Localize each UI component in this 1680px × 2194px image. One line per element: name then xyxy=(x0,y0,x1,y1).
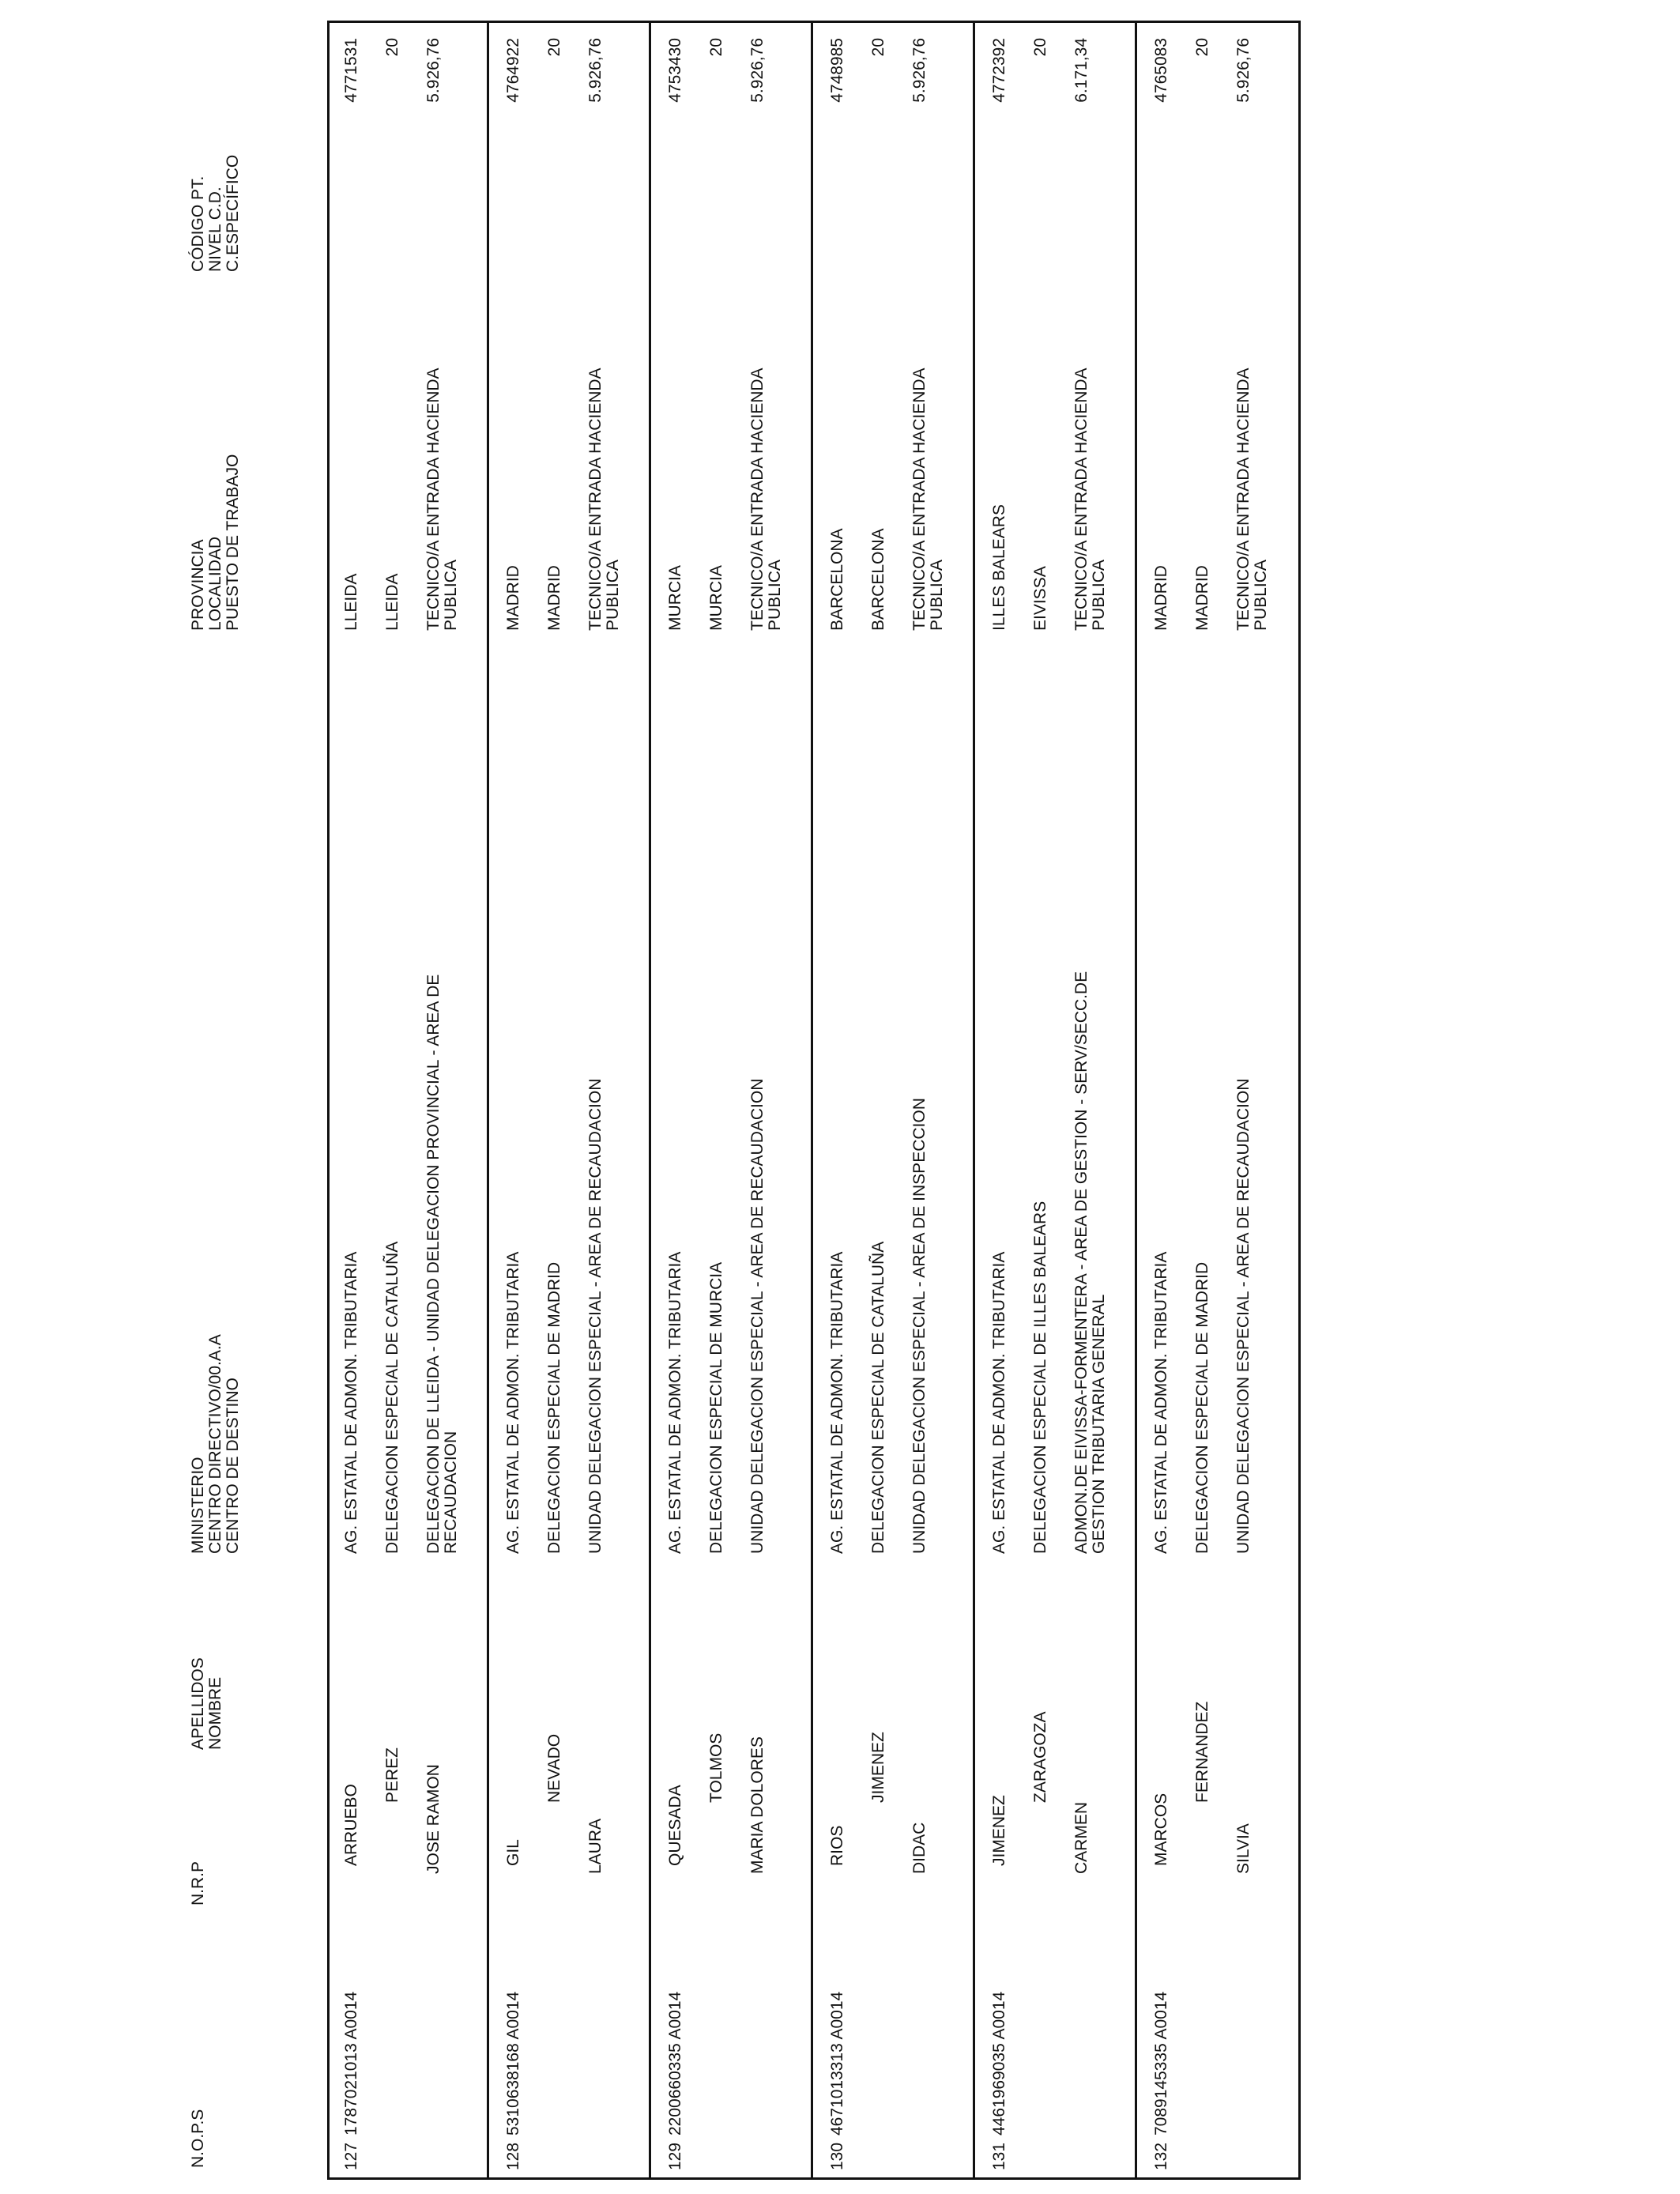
apellido2: NEVADO xyxy=(545,1733,563,1803)
complemento-especifico: 5.926,76 xyxy=(1234,38,1252,103)
puesto-trabajo xyxy=(425,299,460,631)
puesto-line: TECNICO/A ENTRADA HACIENDA xyxy=(424,368,443,631)
complemento-especifico: 6.171,34 xyxy=(1072,38,1090,103)
nombre: JOSE RAMON xyxy=(424,1764,443,1874)
table-row xyxy=(813,0,975,2194)
header-provincia xyxy=(190,454,242,631)
ministerio: AG. ESTATAL DE ADMON. TRIBUTARIA xyxy=(666,1251,684,1554)
header-nops-label: N.O.P.S xyxy=(189,2109,207,2168)
nrp-code: 4461969035 A0014 xyxy=(990,1991,1008,2136)
puesto-line: TECNICO/A ENTRADA HACIENDA xyxy=(586,368,605,631)
ministerio: AG. ESTATAL DE ADMON. TRIBUTARIA xyxy=(1152,1251,1170,1554)
apellido1: RIOS xyxy=(828,1825,846,1866)
centro-destino-line: UNIDAD DELEGACION ESPECIAL - AREA DE RECAUDACION xyxy=(748,1078,767,1554)
nrp-code: 1787021013 A0014 xyxy=(342,1991,360,2136)
puesto-line: PUBLICA xyxy=(766,560,785,631)
ministerio: AG. ESTATAL DE ADMON. TRIBUTARIA xyxy=(828,1251,846,1554)
nrp-code: 2200660335 A0014 xyxy=(666,1991,684,2136)
localidad: LLEIDA xyxy=(383,573,401,631)
complemento-especifico: 5.926,76 xyxy=(910,38,929,103)
nops-number: 130 xyxy=(828,2142,846,2170)
header-apellidos-line: APELLIDOS xyxy=(189,1657,207,1750)
puesto-trabajo xyxy=(587,299,622,631)
codigo-pt: 4765083 xyxy=(1152,38,1170,103)
centro-destino xyxy=(1073,827,1108,1554)
centro-destino xyxy=(749,827,767,1554)
puesto-line: PUBLICA xyxy=(1090,560,1109,631)
codigo-column xyxy=(1137,38,1299,218)
centro-destino xyxy=(587,827,605,1554)
header-ministerio xyxy=(190,1334,242,1554)
centro-directivo: DELEGACION ESPECIAL DE MURCIA xyxy=(707,1261,725,1554)
complemento-especifico: 5.926,76 xyxy=(586,38,605,103)
header-nrp xyxy=(190,1861,207,1906)
header-puesto-line: PUESTO DE TRABAJO xyxy=(224,454,243,631)
apellido1: MARCOS xyxy=(1152,1793,1170,1866)
header-ministerio-line: MINISTERIO xyxy=(189,1457,207,1554)
nrp-code: 5310638168 A0014 xyxy=(504,1991,522,2136)
nops-number: 129 xyxy=(666,2142,684,2170)
puesto-trabajo xyxy=(749,299,784,631)
centro-destino-line: GESTION TRIBUTARIA GENERAL xyxy=(1090,1294,1109,1554)
header-apellidos xyxy=(190,1657,224,1750)
apellido2: TOLMOS xyxy=(707,1732,725,1803)
provincia: MURCIA xyxy=(666,565,684,631)
nombre: DIDAC xyxy=(910,1822,929,1874)
apellido1: ARRUEBO xyxy=(342,1784,360,1866)
header-codigo xyxy=(190,155,242,272)
centro-directivo: DELEGACION ESPECIAL DE ILLES BALEARS xyxy=(1031,1201,1049,1554)
puesto-line: TECNICO/A ENTRADA HACIENDA xyxy=(1234,368,1252,631)
table-row xyxy=(327,0,489,2194)
header-centro-directivo-line: CENTRO DIRECTIVO/00.A.A xyxy=(206,1334,225,1554)
puesto-line: TECNICO/A ENTRADA HACIENDA xyxy=(748,368,767,631)
header-nivel-line: NIVEL C.D. xyxy=(206,187,225,272)
complemento-especifico: 5.926,76 xyxy=(748,38,767,103)
header-especifico-line: C.ESPECÍFICO xyxy=(224,154,243,272)
table-row xyxy=(651,0,813,2194)
provincia: LLEIDA xyxy=(342,573,360,631)
puesto-line: TECNICO/A ENTRADA HACIENDA xyxy=(1072,368,1090,631)
header-codigo-pt-line: CÓDIGO PT. xyxy=(189,175,207,272)
localidad: BARCELONA xyxy=(869,528,887,631)
localidad: MURCIA xyxy=(707,565,725,631)
codigo-column xyxy=(327,38,489,218)
centro-destino-line: ADMON.DE EIVISSA-FORMENTERA - AREA DE GESTION - SERV/SECC.DE xyxy=(1072,971,1090,1554)
localidad: MADRID xyxy=(545,565,563,631)
codigo-column xyxy=(813,38,975,218)
nops-number: 128 xyxy=(504,2142,522,2170)
complemento-especifico: 5.926,76 xyxy=(424,38,443,103)
provincia: MADRID xyxy=(504,565,522,631)
apellido2: ZARAGOZA xyxy=(1031,1711,1049,1803)
ministerio: AG. ESTATAL DE ADMON. TRIBUTARIA xyxy=(504,1251,522,1554)
codigo-column xyxy=(489,38,651,218)
nrp-code: 4671013313 A0014 xyxy=(828,1991,846,2136)
apellido1: GIL xyxy=(504,1839,522,1866)
nivel-cd: 20 xyxy=(1193,38,1211,57)
puesto-line: PUBLICA xyxy=(1252,560,1271,631)
nivel-cd: 20 xyxy=(1031,38,1049,57)
header-nops xyxy=(190,2109,207,2168)
puesto-trabajo xyxy=(1235,299,1270,631)
header-centro-destino-line: CENTRO DE DESTINO xyxy=(224,1378,243,1554)
nops-number: 127 xyxy=(342,2142,360,2170)
localidad: EIVISSA xyxy=(1031,566,1049,631)
centro-directivo: DELEGACION ESPECIAL DE CATALUÑA xyxy=(869,1241,887,1554)
nops-number: 132 xyxy=(1152,2142,1170,2170)
centro-directivo: DELEGACION ESPECIAL DE MADRID xyxy=(1193,1261,1211,1554)
codigo-column xyxy=(651,38,813,218)
apellido1: JIMENEZ xyxy=(990,1795,1008,1866)
puesto-line: PUBLICA xyxy=(928,560,947,631)
nrp-code: 7089145335 A0014 xyxy=(1152,1991,1170,2136)
header-provincia-line: PROVINCIA xyxy=(189,539,207,631)
nombre: LAURA xyxy=(586,1818,605,1874)
codigo-pt: 4753430 xyxy=(666,38,684,103)
nombre: MARIA DOLORES xyxy=(748,1736,767,1874)
header-localidad-line: LOCALIDAD xyxy=(206,536,225,631)
nivel-cd: 20 xyxy=(707,38,725,57)
nivel-cd: 20 xyxy=(869,38,887,57)
centro-destino-line: UNIDAD DELEGACION ESPECIAL - AREA DE INSPECCION xyxy=(910,1098,929,1554)
centro-destino-line: UNIDAD DELEGACION ESPECIAL - AREA DE RECAUDACION xyxy=(1234,1078,1252,1554)
centro-destino-line: DELEGACION DE LLEIDA - UNIDAD DELEGACION PROVINCIAL - AREA DE xyxy=(424,974,443,1554)
centro-destino-line: RECAUDACION xyxy=(442,1431,461,1554)
header-nombre-line: NOMBRE xyxy=(206,1676,225,1750)
apellido2: PEREZ xyxy=(383,1747,401,1803)
puesto-line: TECNICO/A ENTRADA HACIENDA xyxy=(910,368,929,631)
centro-directivo: DELEGACION ESPECIAL DE CATALUÑA xyxy=(383,1241,401,1554)
centro-destino xyxy=(1235,827,1252,1554)
apellido2: JIMENEZ xyxy=(869,1732,887,1803)
ministerio: AG. ESTATAL DE ADMON. TRIBUTARIA xyxy=(990,1251,1008,1554)
apellido2: FERNANDEZ xyxy=(1193,1701,1211,1803)
provincia: ILLES BALEARS xyxy=(990,504,1008,631)
codigo-column xyxy=(975,38,1137,218)
localidad: MADRID xyxy=(1193,565,1211,631)
puesto-line: PUBLICA xyxy=(442,560,461,631)
nombre: SILVIA xyxy=(1234,1823,1252,1874)
table-row xyxy=(489,0,651,2194)
codigo-pt: 4772392 xyxy=(990,38,1008,103)
header-nrp-label: N.R.P xyxy=(189,1860,207,1906)
apellido1: QUESADA xyxy=(666,1785,684,1866)
codigo-pt: 4771531 xyxy=(342,38,360,103)
provincia: BARCELONA xyxy=(828,528,846,631)
nombre: CARMEN xyxy=(1072,1801,1090,1874)
centro-directivo: DELEGACION ESPECIAL DE MADRID xyxy=(545,1261,563,1554)
ministerio: AG. ESTATAL DE ADMON. TRIBUTARIA xyxy=(342,1251,360,1554)
centro-destino xyxy=(425,827,460,1554)
centro-destino xyxy=(911,827,929,1554)
codigo-pt: 4764922 xyxy=(504,38,522,103)
puesto-trabajo xyxy=(911,299,946,631)
centro-destino-line: UNIDAD DELEGACION ESPECIAL - AREA DE RECAUDACION xyxy=(586,1078,605,1554)
codigo-pt: 4748985 xyxy=(828,38,846,103)
table-row xyxy=(975,0,1137,2194)
table-row xyxy=(1137,0,1299,2194)
puesto-trabajo xyxy=(1073,299,1108,631)
nivel-cd: 20 xyxy=(545,38,563,57)
nivel-cd: 20 xyxy=(383,38,401,57)
nops-number: 131 xyxy=(990,2142,1008,2170)
puesto-line: PUBLICA xyxy=(604,560,623,631)
provincia: MADRID xyxy=(1152,565,1170,631)
